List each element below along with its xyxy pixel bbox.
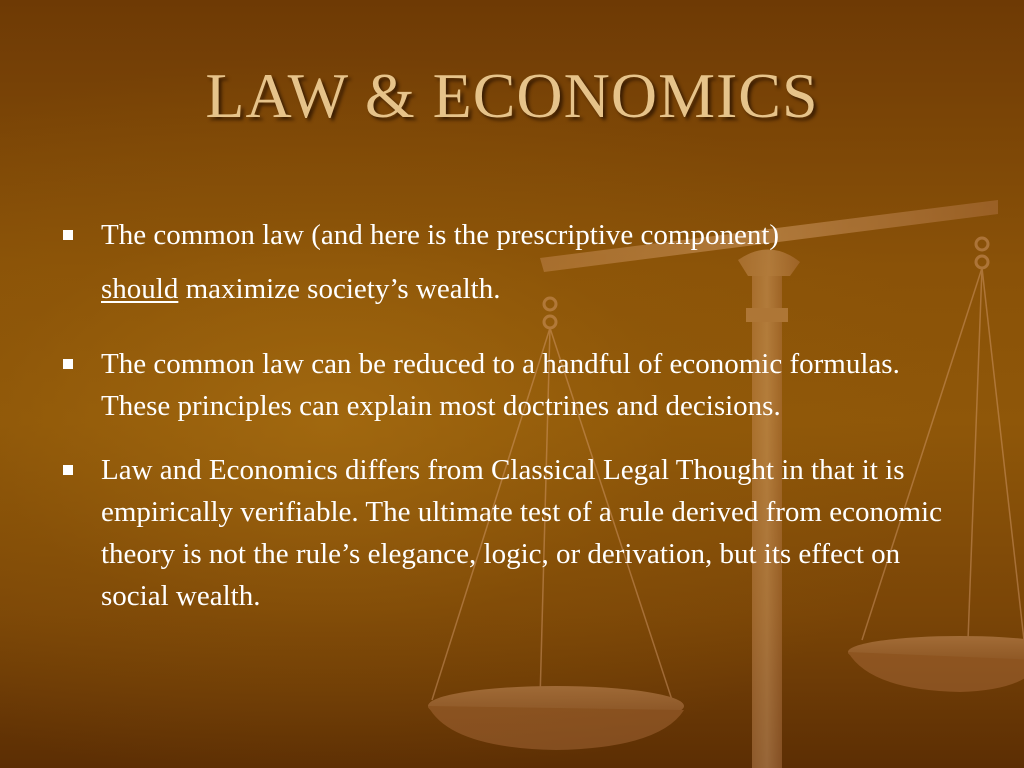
slide-title: LAW & ECONOMICS xyxy=(205,60,819,131)
square-bullet-icon xyxy=(63,230,73,240)
bullet-text: The common law (and here is the prescriptive component) xyxy=(101,219,780,251)
bullet-text-rest: maximize society’s wealth. xyxy=(178,273,501,305)
bullet-item xyxy=(60,449,960,617)
bullet-item xyxy=(60,214,960,310)
bullet-list xyxy=(60,214,960,617)
square-bullet-icon xyxy=(63,465,73,475)
bullet-text: Law and Economics differs from Classical Legal Thought in that it is empirically verifiable. The ultimate test of a rule derived from economic theory is not the rule’s elegance, logic, or derivation, but its effect on social wealth. xyxy=(101,454,942,612)
bullet-text: The common law can be reduced to a handful of economic formulas. These principles can explain most doctrines and decisions. xyxy=(101,348,900,422)
bullet-text-continued xyxy=(101,268,960,310)
square-bullet-icon xyxy=(63,359,73,369)
underlined-emphasis: should xyxy=(101,273,179,305)
bullet-item xyxy=(60,343,960,427)
